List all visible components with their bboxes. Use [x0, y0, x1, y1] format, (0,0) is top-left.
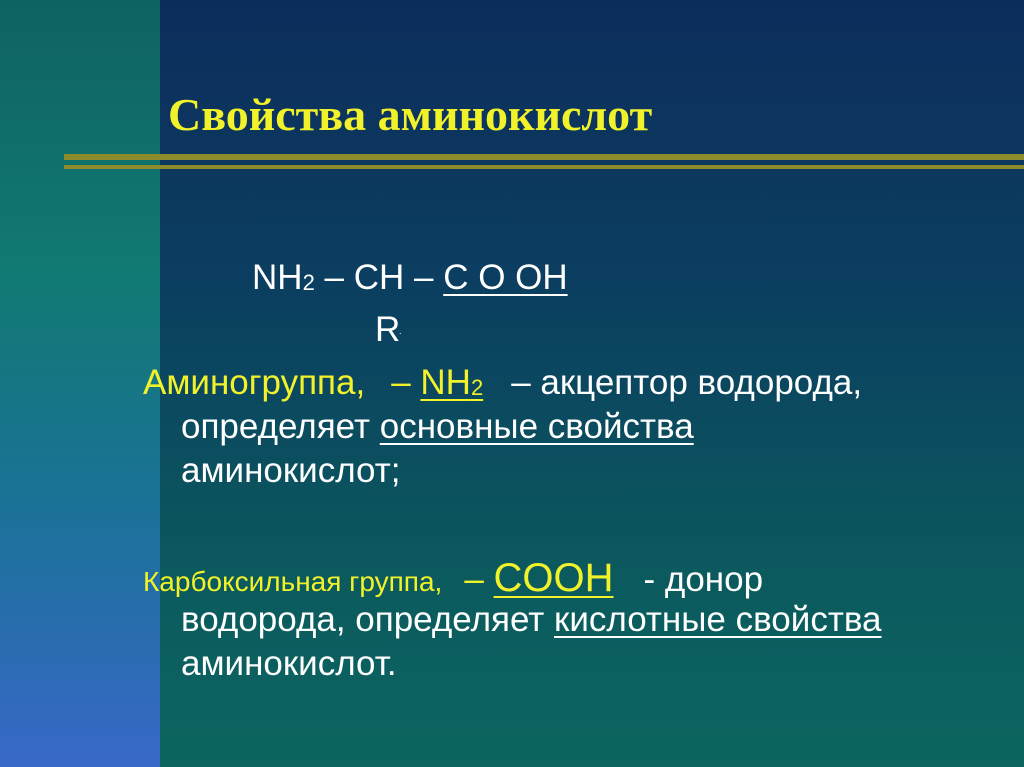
- carboxyl-line-2: [181, 600, 882, 640]
- formula-ch: – CH –: [314, 258, 444, 297]
- amino-line-2: [181, 407, 694, 447]
- title-divider: [64, 154, 1024, 171]
- carboxyl-label: Карбоксильная группа,: [143, 566, 443, 597]
- carboxyl-desc-2: водорода, определяет: [181, 600, 555, 639]
- slide-title: Свойства аминокислот: [168, 89, 653, 140]
- amino-desc-1: – акцептор водорода,: [511, 363, 863, 402]
- formula-r: R: [375, 310, 401, 349]
- carboxyl-acid-properties: кислотные свойства: [554, 600, 882, 639]
- amino-group: $NH_2$: [420, 363, 484, 402]
- carboxyl-dash: –: [464, 560, 494, 599]
- left-accent-band: [0, 0, 160, 767]
- formula-nh-subscript: 2: [302, 270, 315, 295]
- amino-line-3: аминокислот;: [181, 451, 401, 490]
- amino-desc-2: определяет: [181, 407, 380, 446]
- formula-nh: NH: [252, 258, 303, 297]
- carboxyl-group: COOH: [493, 556, 614, 600]
- amino-line-1: [143, 363, 862, 403]
- amino-dash: –: [391, 363, 421, 402]
- formula-cooh: C O OH: [443, 258, 568, 297]
- carboxyl-line-3: аминокислот.: [181, 644, 397, 683]
- carboxyl-desc-1: - донор: [643, 560, 764, 599]
- formula-line-1: [252, 258, 568, 298]
- carboxyl-line-1: [143, 556, 763, 601]
- amino-basic-properties: основные свойства: [379, 407, 694, 446]
- formula-line-2: [375, 310, 400, 350]
- amino-label: Аминогруппа,: [143, 363, 366, 402]
